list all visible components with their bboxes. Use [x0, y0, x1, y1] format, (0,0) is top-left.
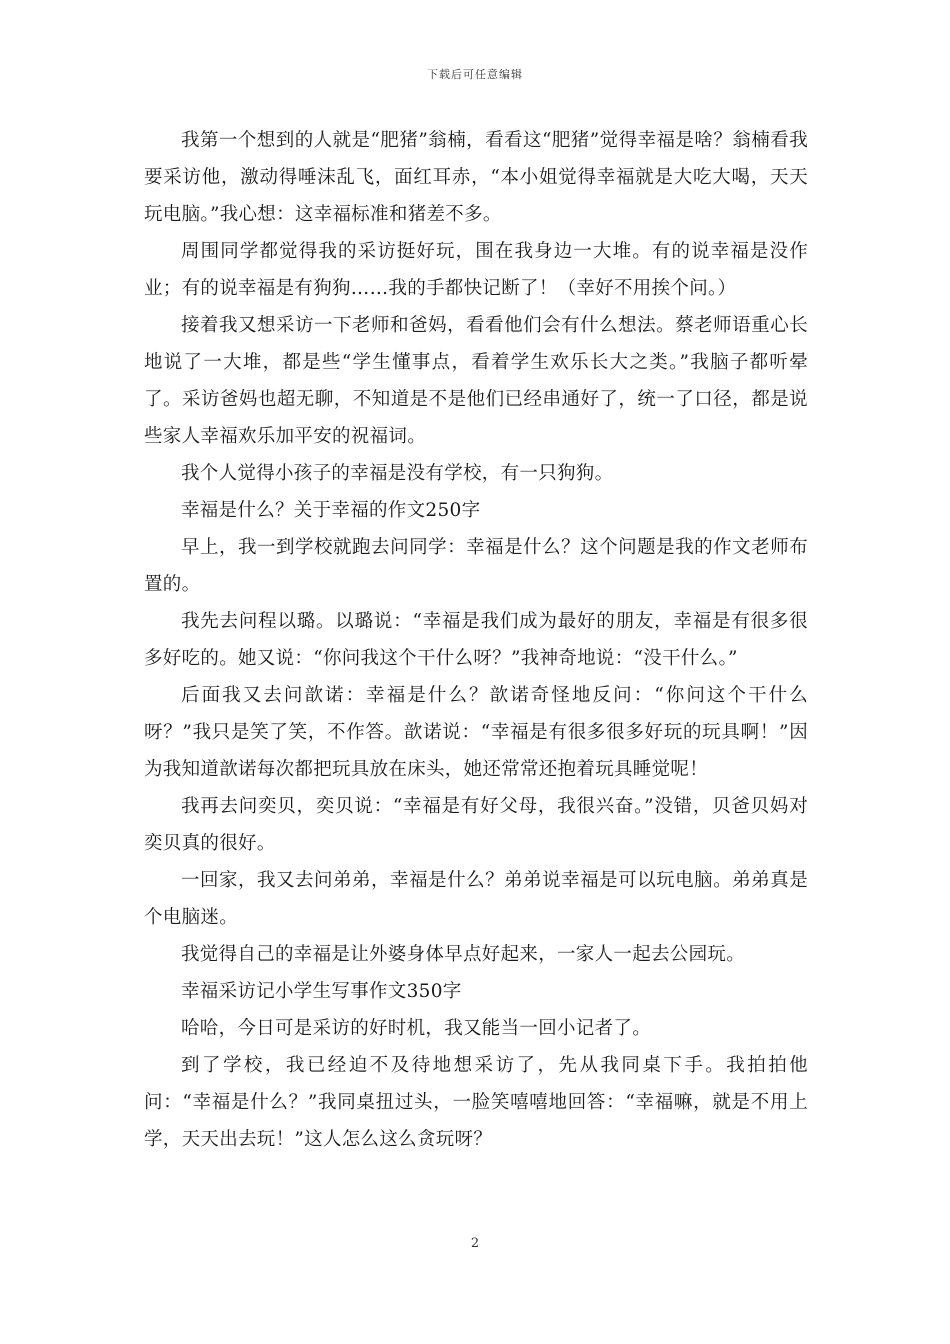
section-title: 幸福采访记小学生写事作文350字: [181, 981, 462, 1002]
paragraph: 周围同学都觉得我的采访挺好玩，围在我身边一大堆。有的说幸福是没作业；有的说幸福是有狗狗……我的手都快记断了！（幸好不用挨个问。）: [144, 241, 808, 299]
paragraph: 哈哈，今日可是采访的好时机，我又能当一回小记者了。: [181, 1018, 652, 1039]
page-number: 2: [470, 1236, 480, 1251]
paragraph: 早上，我一到学校就跑去问同学：幸福是什么？这个问题是我的作文老师布置的。: [144, 537, 808, 595]
section-title: 幸福是什么？关于幸福的作文250字: [181, 500, 481, 521]
paragraph: 到了学校，我已经迫不及待地想采访了，先从我同桌下手。我拍拍他问：“幸福是什么？”我同桌扭过头，一脸笑嘻嘻地回答：“幸福嘛，就是不用上学，天天出去玩！”这人怎么这么贪玩呀？: [144, 1055, 808, 1150]
paragraph: 我个人觉得小孩子的幸福是没有学校，有一只狗狗。: [181, 463, 614, 484]
paragraph: 我再去问奕贝，奕贝说：“幸福是有好父母，我很兴奋。”没错，贝爸贝妈对奕贝真的很好。: [144, 796, 808, 854]
paragraph: 我先去问程以璐。以璐说：“幸福是我们成为最好的朋友，幸福是有很多很多好吃的。她又说：“你问我这个干什么呀？”我神奇地说：“没干什么。”: [144, 611, 808, 669]
paragraph: 我觉得自己的幸福是让外婆身体早点好起来，一家人一起去公园玩。: [181, 944, 746, 965]
paragraph: 一回家，我又去问弟弟，幸福是什么？弟弟说幸福是可以玩电脑。弟弟真是个电脑迷。: [144, 870, 808, 928]
paragraph: 接着我又想采访一下老师和爸妈，看看他们会有什么想法。蔡老师语重心长地说了一大堆，都是些“学生懂事点，看着学生欢乐长大之类。”我脑子都听晕了。采访爸妈也超无聊，不知道是不是他们已经串通好了，统一了口径，都是说些家人幸福欢乐加平安的祝福词。: [144, 315, 808, 447]
page-header-note: 下载后可任意编辑: [427, 68, 523, 81]
paragraph: 我第一个想到的人就是“肥猪”翁楠，看看这“肥猪”觉得幸福是啥？翁楠看我要采访他，激动得唾沫乱飞，面红耳赤，“本小姐觉得幸福就是大吃大喝，天天玩电脑。”我心想：这幸福标准和猪差不多。: [144, 130, 808, 225]
paragraph: 后面我又去问歆诺：幸福是什么？歆诺奇怪地反问：“你问这个干什么呀？”我只是笑了笑，不作答。歆诺说：“幸福是有很多很多好玩的玩具啊！”因为我知道歆诺每次都把玩具放在床头，她还常常还抱着玩具睡觉呢！: [144, 685, 808, 780]
document-body: [144, 122, 808, 1158]
